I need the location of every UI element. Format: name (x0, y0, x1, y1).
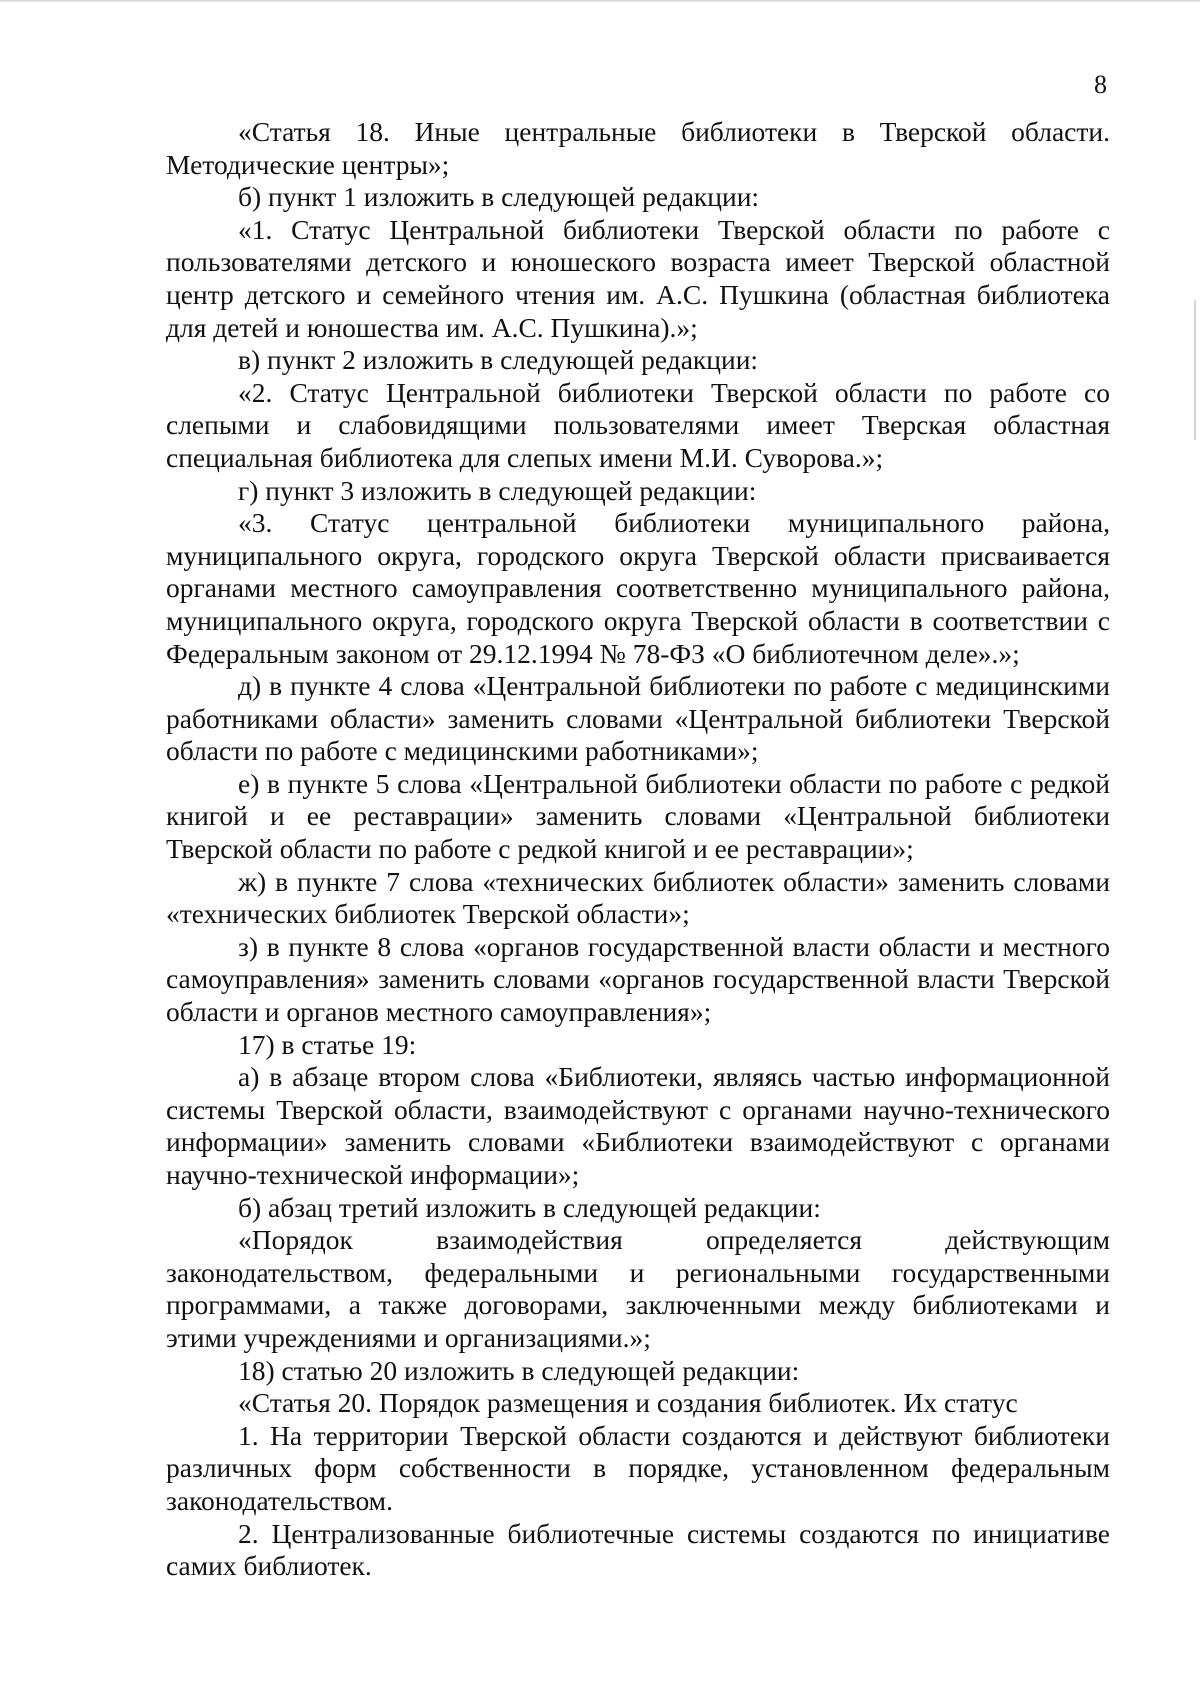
paragraph-item-zh: ж) в пункте 7 слова «технических библиотек области» заменить словами «технических библиотек Тверской области»; (166, 865, 1110, 930)
paragraph-item-b-2: б) абзац третий изложить в следующей редакции: (238, 1191, 821, 1223)
paragraph-item-18: 18) статью 20 изложить в следующей редакции: (238, 1354, 800, 1386)
paragraph-article-20-title: «Статья 20. Порядок размещения и создания библиотек. Их статус (238, 1387, 1018, 1419)
paragraph-clause-1: «1. Статус Центральной библиотеки Тверской области по работе с пользователями детского и юношеского возраста имеет Тверской областной центр детского и семейного чтения им. А.С. Пушкина (областная библиотека для детей и юношества им. А.С. Пушкина).»; (166, 213, 1110, 343)
document-body (166, 116, 1110, 1583)
paragraph-article-20-clause-2: 2. Централизованные библиотечные системы создаются по инициативе самих библиотек. (166, 1517, 1110, 1582)
paragraph-item-g: г) пункт 3 изложить в следующей редакции: (238, 474, 757, 506)
paragraph-item-v: в) пункт 2 изложить в следующей редакции: (238, 344, 759, 376)
paragraph-clause-2: «2. Статус Центральной библиотеки Тверской области по работе со слепыми и слабовидящими пользователями имеет Тверская областная специальная библиотека для слепых имени М.И. Суворова.»; (166, 376, 1110, 473)
paragraph-item-17: 17) в статье 19: (238, 1028, 417, 1060)
paragraph-item-d: д) в пункте 4 слова «Центральной библиотеки по работе с медицинскими работниками области» заменить словами «Центральной библиотеки Тверской области по работе с медицинскими работниками»; (166, 670, 1110, 767)
paragraph-item-z: з) в пункте 8 слова «органов государственной власти области и местного самоуправления» заменить словами «органов государственной власти Тверской области и органов местного самоуправления»; (166, 930, 1110, 1028)
paragraph-article-18-title: «Статья 18. Иные центральные библиотеки в Тверской области. Методические центры»; (166, 116, 1110, 180)
scan-side-edge (1194, 300, 1196, 440)
paragraph-article-20-clause-1: 1. На территории Тверской области создаются и действуют библиотеки различных форм собственности в порядке, установленном федеральным законодательством. (166, 1419, 1110, 1516)
paragraph-item-e: е) в пункте 5 слова «Центральной библиотеки области по работе с редкой книгой и ее реставрации» заменить словами «Центральной библиотеки Тверской области по работе с редкой книгой и ее реставрации»; (166, 767, 1110, 865)
scan-top-edge (0, 0, 1200, 3)
paragraph-procedure: «Порядок взаимодействия определяется действующим законодательством, федеральными и региональными государственными программами, а также договорами, заключенными между библиотеками и этими учреждениями и организациями.»; (166, 1224, 1110, 1353)
paragraph-item-a: а) в абзаце втором слова «Библиотеки, являясь частью информационной системы Тверской области, взаимодействуют с органами научно-технического информации» заменить словами «Библиотеки взаимодействуют с органами научно-технической информации»; (166, 1061, 1110, 1190)
paragraph-item-b: б) пункт 1 изложить в следующей редакции: (238, 181, 760, 213)
page-number: 8 (1094, 70, 1107, 99)
paragraph-clause-3: «3. Статус центральной библиотеки муниципального района, муниципального округа, городского округа Тверской области присваивается органами местного самоуправления соответственно муниципального района, муниципального округа, городского округа Тверской области в соответствии с Федеральным законом от 29.12.1994 № 78-ФЗ «О библиотечном деле».»; (166, 507, 1110, 669)
